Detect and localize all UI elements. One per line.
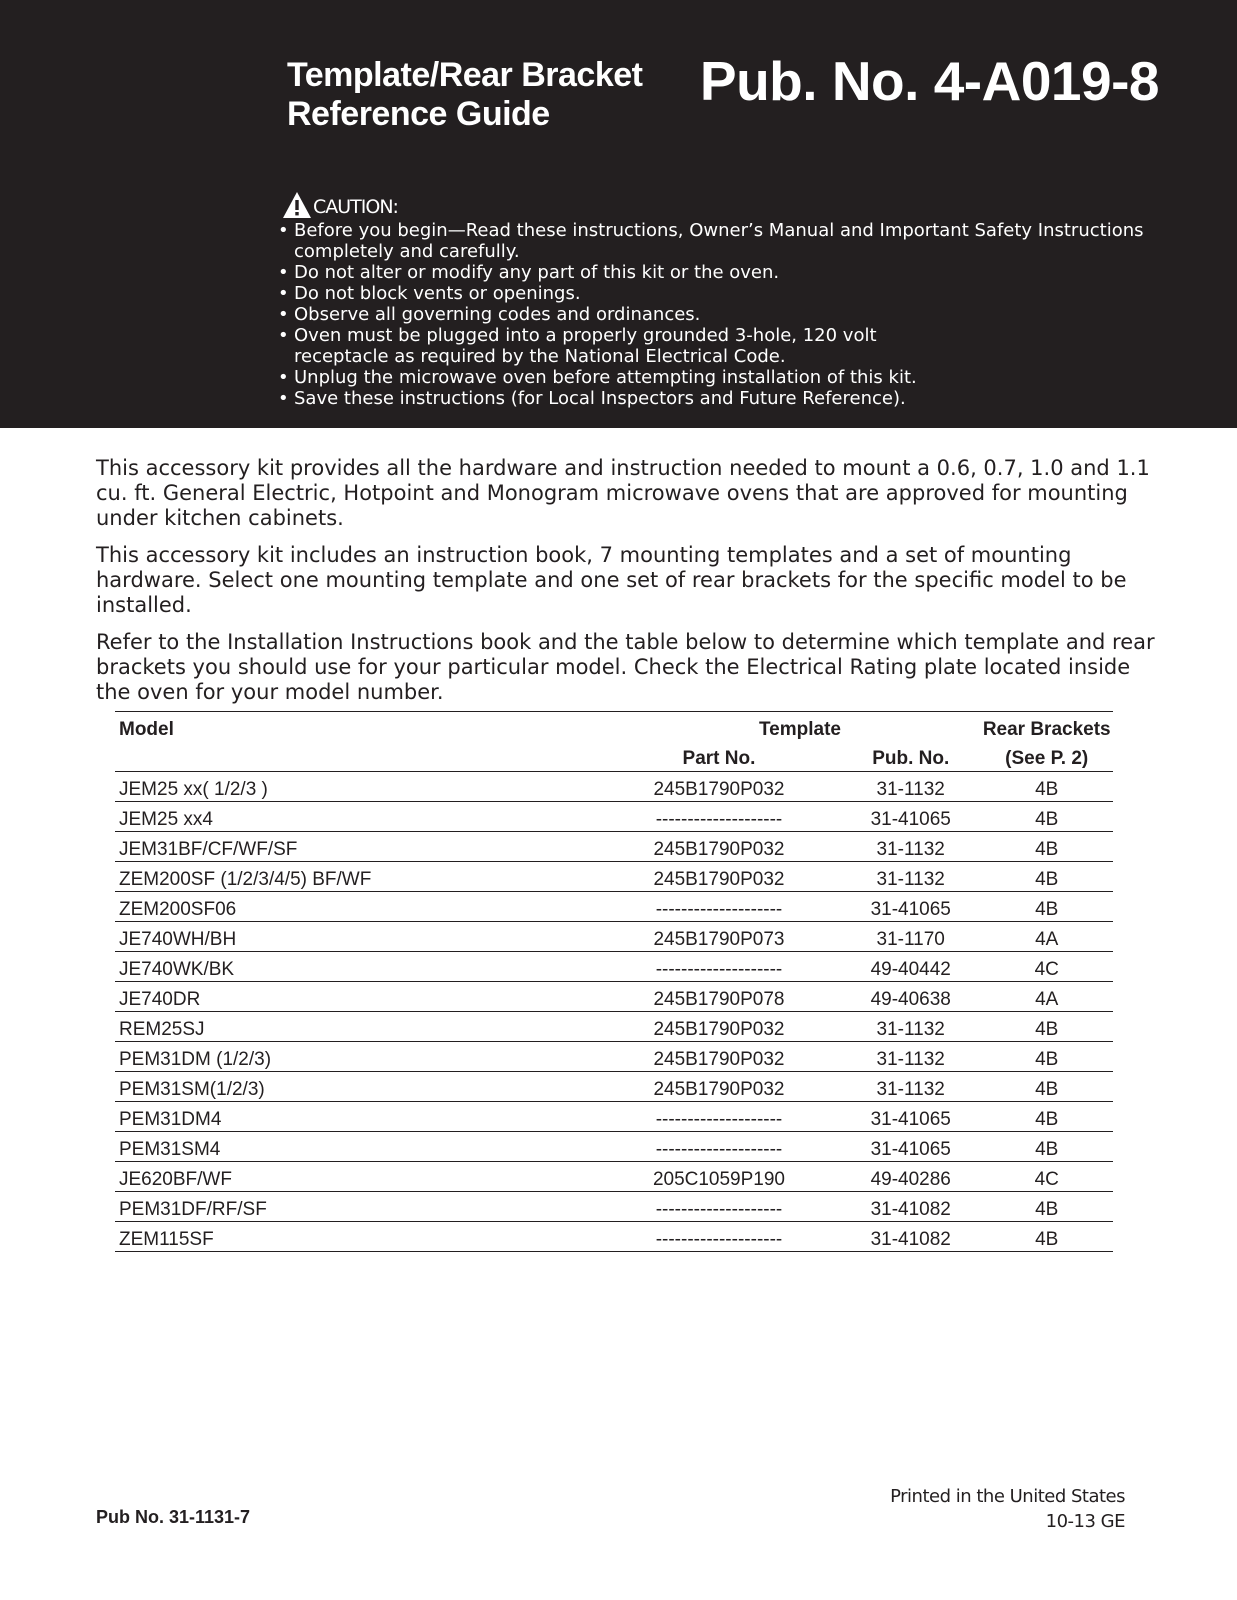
header-banner bbox=[0, 0, 1237, 428]
cell-part-no: 205C1059P190 bbox=[597, 1162, 841, 1192]
table-row bbox=[115, 1072, 1113, 1102]
cell-model: JE620BF/WF bbox=[115, 1162, 597, 1192]
guide-title-line1: Template/Rear Bracket bbox=[287, 56, 643, 94]
table-row bbox=[115, 1042, 1113, 1072]
table-row bbox=[115, 802, 1113, 832]
cell-model: ZEM200SF06 bbox=[115, 892, 597, 922]
cell-part-no: -------------------- bbox=[597, 802, 841, 832]
header-pub-no: Pub. No. bbox=[841, 741, 980, 772]
table-row bbox=[115, 1012, 1113, 1042]
table-row bbox=[115, 922, 1113, 952]
header-spacer bbox=[841, 712, 980, 742]
footer-pub-number: Pub No. 31-1131-7 bbox=[96, 1507, 251, 1527]
cell-part-no: -------------------- bbox=[597, 892, 841, 922]
caution-heading bbox=[276, 184, 1176, 220]
table-row bbox=[115, 1222, 1113, 1252]
cell-pub-no: 31-1132 bbox=[841, 862, 980, 892]
cell-pub-no: 31-41065 bbox=[841, 892, 980, 922]
cell-pub-no: 49-40442 bbox=[841, 952, 980, 982]
cell-part-no: -------------------- bbox=[597, 1102, 841, 1132]
caution-item: • Save these instructions (for Local Inspectors and Future Reference). bbox=[276, 388, 1176, 409]
cell-model: REM25SJ bbox=[115, 1012, 597, 1042]
cell-rear-bracket: 4C bbox=[980, 952, 1113, 982]
cell-pub-no: 31-41065 bbox=[841, 1102, 980, 1132]
table-row bbox=[115, 1102, 1113, 1132]
cell-model: JEM25 xx4 bbox=[115, 802, 597, 832]
intro-paragraph: This accessory kit includes an instruction book, 7 mounting templates and a set of mounting hardware. Select one mounting template and one set of rear brackets for the specific model to be installed. bbox=[96, 543, 1127, 617]
warning-triangle-icon bbox=[282, 190, 312, 220]
header-part-no: Part No. bbox=[597, 741, 841, 772]
cell-part-no: -------------------- bbox=[597, 1192, 841, 1222]
cell-model: ZEM115SF bbox=[115, 1222, 597, 1252]
cell-model: ZEM200SF (1/2/3/4/5) BF/WF bbox=[115, 862, 597, 892]
table-row bbox=[115, 982, 1113, 1012]
cell-pub-no: 49-40286 bbox=[841, 1162, 980, 1192]
cell-model: JE740DR bbox=[115, 982, 597, 1012]
cell-model: PEM31DM (1/2/3) bbox=[115, 1042, 597, 1072]
cell-model: PEM31SM(1/2/3) bbox=[115, 1072, 597, 1102]
cell-pub-no: 31-41082 bbox=[841, 1222, 980, 1252]
cell-part-no: -------------------- bbox=[597, 952, 841, 982]
cell-part-no: -------------------- bbox=[597, 1132, 841, 1162]
cell-pub-no: 31-1132 bbox=[841, 1072, 980, 1102]
cell-model: PEM31SM4 bbox=[115, 1132, 597, 1162]
cell-model: PEM31DM4 bbox=[115, 1102, 597, 1132]
caution-item: • Oven must be plugged into a properly grounded 3-hole, 120 volt receptacle as required by the National Electrical Code. bbox=[276, 325, 974, 367]
caution-list bbox=[276, 220, 1176, 409]
cell-part-no: 245B1790P032 bbox=[597, 1072, 841, 1102]
cell-part-no: 245B1790P032 bbox=[597, 772, 841, 802]
table-row bbox=[115, 952, 1113, 982]
cell-part-no: 245B1790P032 bbox=[597, 1012, 841, 1042]
table-row bbox=[115, 832, 1113, 862]
cell-rear-bracket: 4B bbox=[980, 1012, 1113, 1042]
cell-pub-no: 31-1170 bbox=[841, 922, 980, 952]
cell-rear-bracket: 4B bbox=[980, 772, 1113, 802]
cell-pub-no: 31-1132 bbox=[841, 832, 980, 862]
cell-part-no: 245B1790P032 bbox=[597, 862, 841, 892]
cell-rear-bracket: 4B bbox=[980, 1072, 1113, 1102]
subheader-spacer bbox=[115, 741, 597, 772]
caution-item: • Do not alter or modify any part of this kit or the oven. bbox=[276, 262, 1176, 283]
caution-item: • Before you begin—Read these instructions, Owner’s Manual and Important Safety Instructions completely and carefully. bbox=[276, 220, 1176, 262]
cell-pub-no: 31-41065 bbox=[841, 802, 980, 832]
cell-pub-no: 31-1132 bbox=[841, 772, 980, 802]
cell-rear-bracket: 4B bbox=[980, 1132, 1113, 1162]
cell-rear-bracket: 4B bbox=[980, 1192, 1113, 1222]
header-see-page: (See P. 2) bbox=[980, 741, 1113, 772]
header-rear-brackets: Rear Brackets bbox=[980, 712, 1113, 742]
table-row bbox=[115, 1162, 1113, 1192]
cell-part-no: 245B1790P032 bbox=[597, 832, 841, 862]
caution-item: • Observe all governing codes and ordinances. bbox=[276, 304, 1176, 325]
cell-model: PEM31DF/RF/SF bbox=[115, 1192, 597, 1222]
table-row bbox=[115, 892, 1113, 922]
table-row bbox=[115, 862, 1113, 892]
guide-title bbox=[287, 56, 642, 134]
cell-part-no: 245B1790P078 bbox=[597, 982, 841, 1012]
publication-number: Pub. No. 4-A019-8 bbox=[699, 50, 1159, 112]
caution-item: • Unplug the microwave oven before attempting installation of this kit. bbox=[276, 367, 1176, 388]
cell-rear-bracket: 4B bbox=[980, 892, 1113, 922]
cell-pub-no: 31-1132 bbox=[841, 1012, 980, 1042]
cell-rear-bracket: 4B bbox=[980, 1042, 1113, 1072]
footer-printed-line2: 10-13 GE bbox=[1045, 1511, 1125, 1532]
cell-model: JEM31BF/CF/WF/SF bbox=[115, 832, 597, 862]
cell-rear-bracket: 4C bbox=[980, 1162, 1113, 1192]
cell-rear-bracket: 4B bbox=[980, 802, 1113, 832]
table-row bbox=[115, 1192, 1113, 1222]
table-row bbox=[115, 1132, 1113, 1162]
guide-title-line2: Reference Guide bbox=[287, 95, 550, 133]
header-template: Template bbox=[597, 712, 841, 742]
caution-item: • Do not block vents or openings. bbox=[276, 283, 1176, 304]
cell-rear-bracket: 4A bbox=[980, 982, 1113, 1012]
intro-text bbox=[96, 456, 1156, 717]
table-header-row bbox=[115, 712, 1113, 742]
cell-part-no: 245B1790P073 bbox=[597, 922, 841, 952]
footer-printed-line1: Printed in the United States bbox=[890, 1486, 1125, 1507]
table-row bbox=[115, 772, 1113, 802]
cell-rear-bracket: 4B bbox=[980, 1222, 1113, 1252]
cell-rear-bracket: 4B bbox=[980, 832, 1113, 862]
cell-part-no: -------------------- bbox=[597, 1222, 841, 1252]
cell-part-no: 245B1790P032 bbox=[597, 1042, 841, 1072]
intro-paragraph: This accessory kit provides all the hardware and instruction needed to mount a 0.6, 0.7, 1.0 and 1.1 cu. ft. General Electric, Hotpoint and Monogram microwave ovens that are approved for mounting under kitchen cabinets. bbox=[96, 456, 1150, 530]
cell-pub-no: 49-40638 bbox=[841, 982, 980, 1012]
cell-rear-bracket: 4B bbox=[980, 862, 1113, 892]
cell-pub-no: 31-41065 bbox=[841, 1132, 980, 1162]
header-model: Model bbox=[115, 712, 597, 742]
footer-printed bbox=[890, 1484, 1125, 1534]
table-body bbox=[115, 772, 1113, 1252]
cell-model: JE740WH/BH bbox=[115, 922, 597, 952]
intro-paragraph: Refer to the Installation Instructions book and the table below to determine which template and rear brackets you should use for your particular model. Check the Electrical Rating plate located inside the oven for your model number. bbox=[96, 630, 1155, 704]
cell-pub-no: 31-41082 bbox=[841, 1192, 980, 1222]
cell-rear-bracket: 4A bbox=[980, 922, 1113, 952]
cell-model: JEM25 xx( 1/2/3 ) bbox=[115, 772, 597, 802]
table-subheader-row bbox=[115, 741, 1113, 772]
caution-label: CAUTION: bbox=[313, 196, 398, 218]
caution-section bbox=[276, 184, 1176, 409]
model-reference-table bbox=[115, 711, 1113, 1252]
cell-model: JE740WK/BK bbox=[115, 952, 597, 982]
cell-pub-no: 31-1132 bbox=[841, 1042, 980, 1072]
cell-rear-bracket: 4B bbox=[980, 1102, 1113, 1132]
